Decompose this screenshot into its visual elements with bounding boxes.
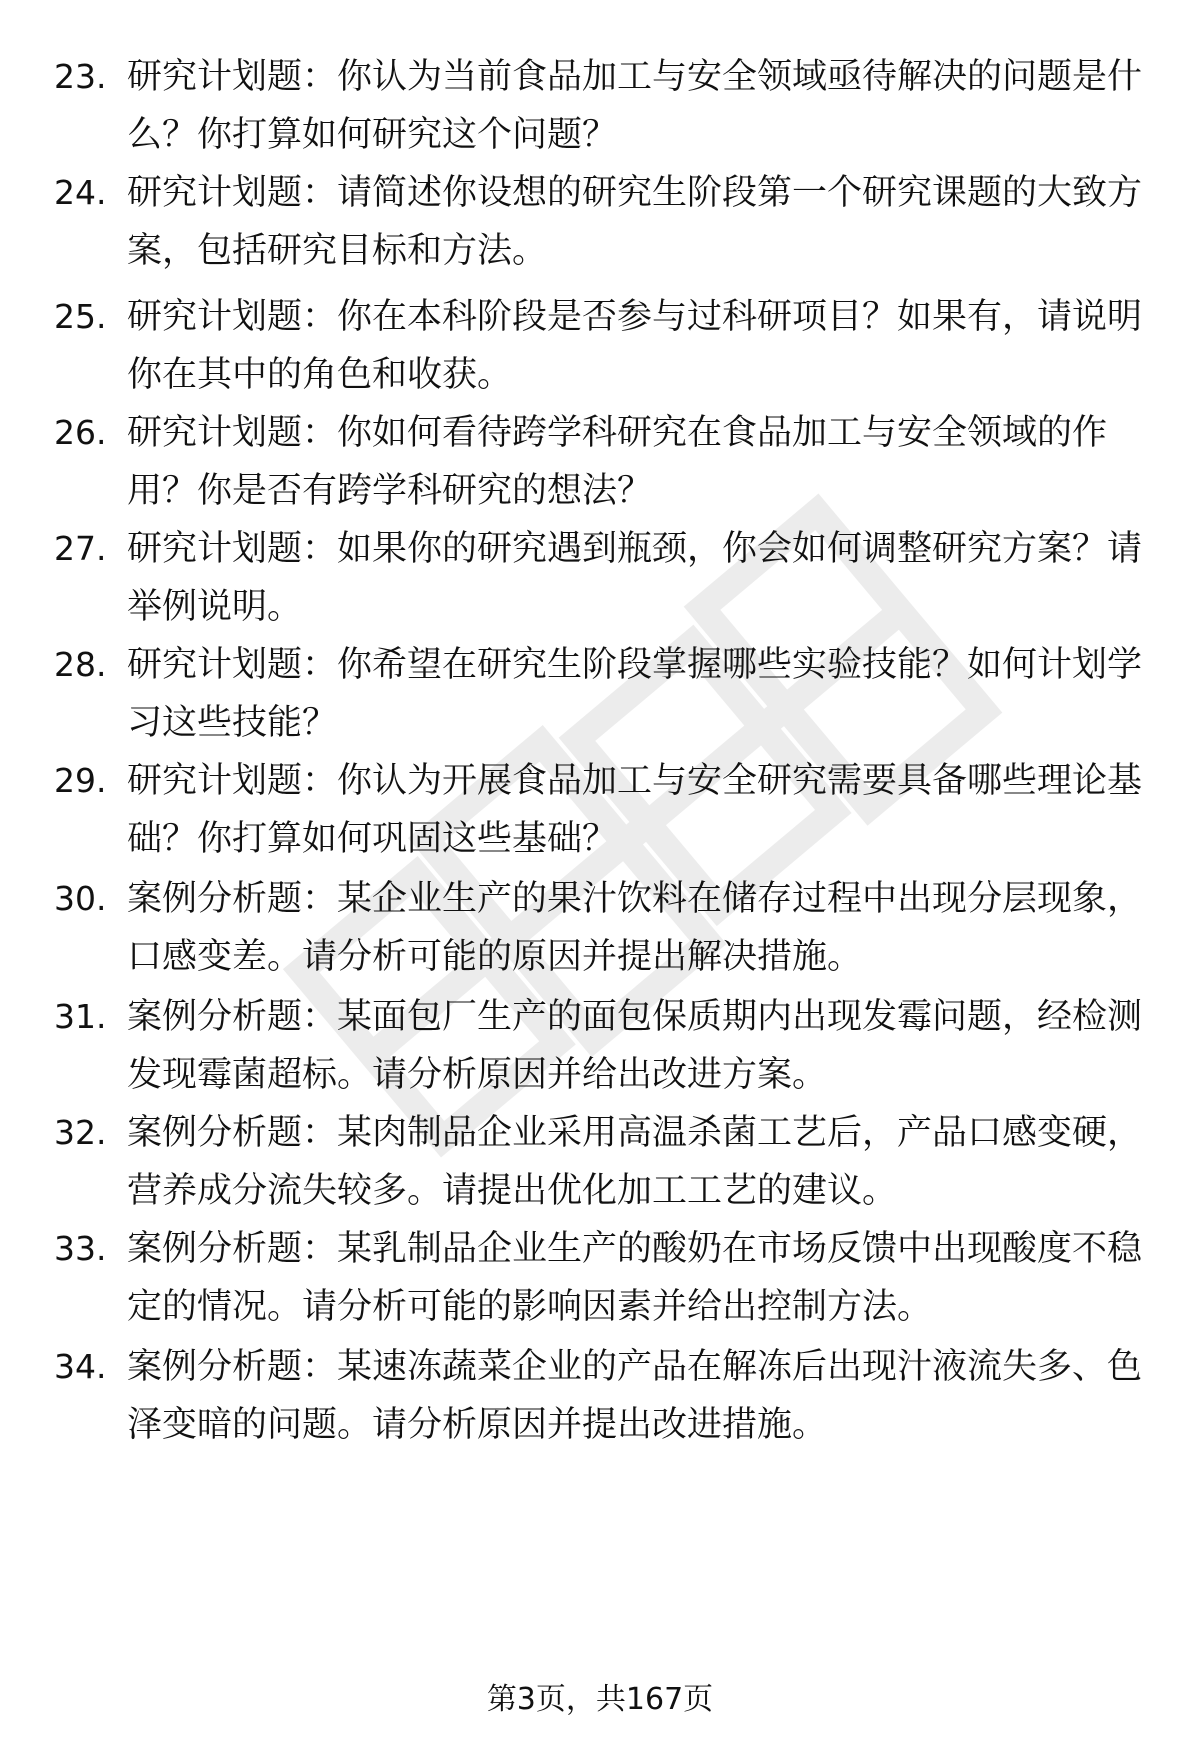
- question-text: 研究计划题：请简述你设想的研究生阶段第一个研究课题的大致方案，包括研究目标和方法。: [127, 173, 1143, 271]
- list-item: [0, 164, 1200, 294]
- question-number: 28.: [54, 645, 107, 684]
- question-text: 案例分析题：某肉制品企业采用高温杀菌工艺后，产品口感变硬，营养成分流失较多。请提出优化加工工艺的建议。: [127, 1113, 1143, 1211]
- list-item: [0, 1338, 1200, 1468]
- list-item: [0, 404, 1200, 534]
- question-number: 29.: [54, 761, 107, 800]
- question-number: 24.: [54, 173, 107, 212]
- list-item: [0, 752, 1200, 882]
- question-text: 研究计划题：你在本科阶段是否参与过科研项目？如果有，请说明你在其中的角色和收获。: [127, 297, 1143, 395]
- page-number-footer: 第3页，共167页: [486, 1682, 714, 1717]
- list-item: [0, 636, 1200, 766]
- question-number: 33.: [54, 1229, 107, 1268]
- question-text: 研究计划题：如果你的研究遇到瓶颈，你会如何调整研究方案？请举例说明。: [127, 529, 1143, 627]
- question-text: 案例分析题：某面包厂生产的面包保质期内出现发霉问题，经检测发现霉菌超标。请分析原因并给出改进方案。: [127, 997, 1143, 1095]
- question-text: 研究计划题：你希望在研究生阶段掌握哪些实验技能？如何计划学习这些技能？: [127, 645, 1143, 743]
- question-number: 26.: [54, 413, 107, 452]
- list-item: [0, 288, 1200, 418]
- list-item: [0, 48, 1200, 178]
- question-number: 34.: [54, 1347, 107, 1386]
- list-item: [0, 870, 1200, 1000]
- question-text: 研究计划题：你如何看待跨学科研究在食品加工与安全领域的作用？你是否有跨学科研究的想法？: [127, 413, 1108, 511]
- question-text: 案例分析题：某速冻蔬菜企业的产品在解冻后出现汁液流失多、色泽变暗的问题。请分析原因并提出改进措施。: [127, 1347, 1143, 1445]
- question-text: 案例分析题：某乳制品企业生产的酸奶在市场反馈中出现酸度不稳定的情况。请分析可能的影响因素并给出控制方法。: [127, 1229, 1143, 1327]
- question-number: 30.: [54, 879, 107, 918]
- list-item: [0, 988, 1200, 1118]
- list-item: [0, 1220, 1200, 1350]
- list-item: [0, 520, 1200, 650]
- question-number: 25.: [54, 297, 107, 336]
- question-number: 31.: [54, 997, 107, 1036]
- question-text: 研究计划题：你认为开展食品加工与安全研究需要具备哪些理论基础？你打算如何巩固这些基础？: [127, 761, 1143, 859]
- question-number: 23.: [54, 57, 107, 96]
- list-item: [0, 1104, 1200, 1234]
- question-number: 32.: [54, 1113, 107, 1152]
- question-text: 研究计划题：你认为当前食品加工与安全领域亟待解决的问题是什么？你打算如何研究这个问题？: [127, 57, 1143, 155]
- question-number: 27.: [54, 529, 107, 568]
- question-text: 案例分析题：某企业生产的果汁饮料在储存过程中出现分层现象，口感变差。请分析可能的原因并提出解决措施。: [127, 879, 1143, 977]
